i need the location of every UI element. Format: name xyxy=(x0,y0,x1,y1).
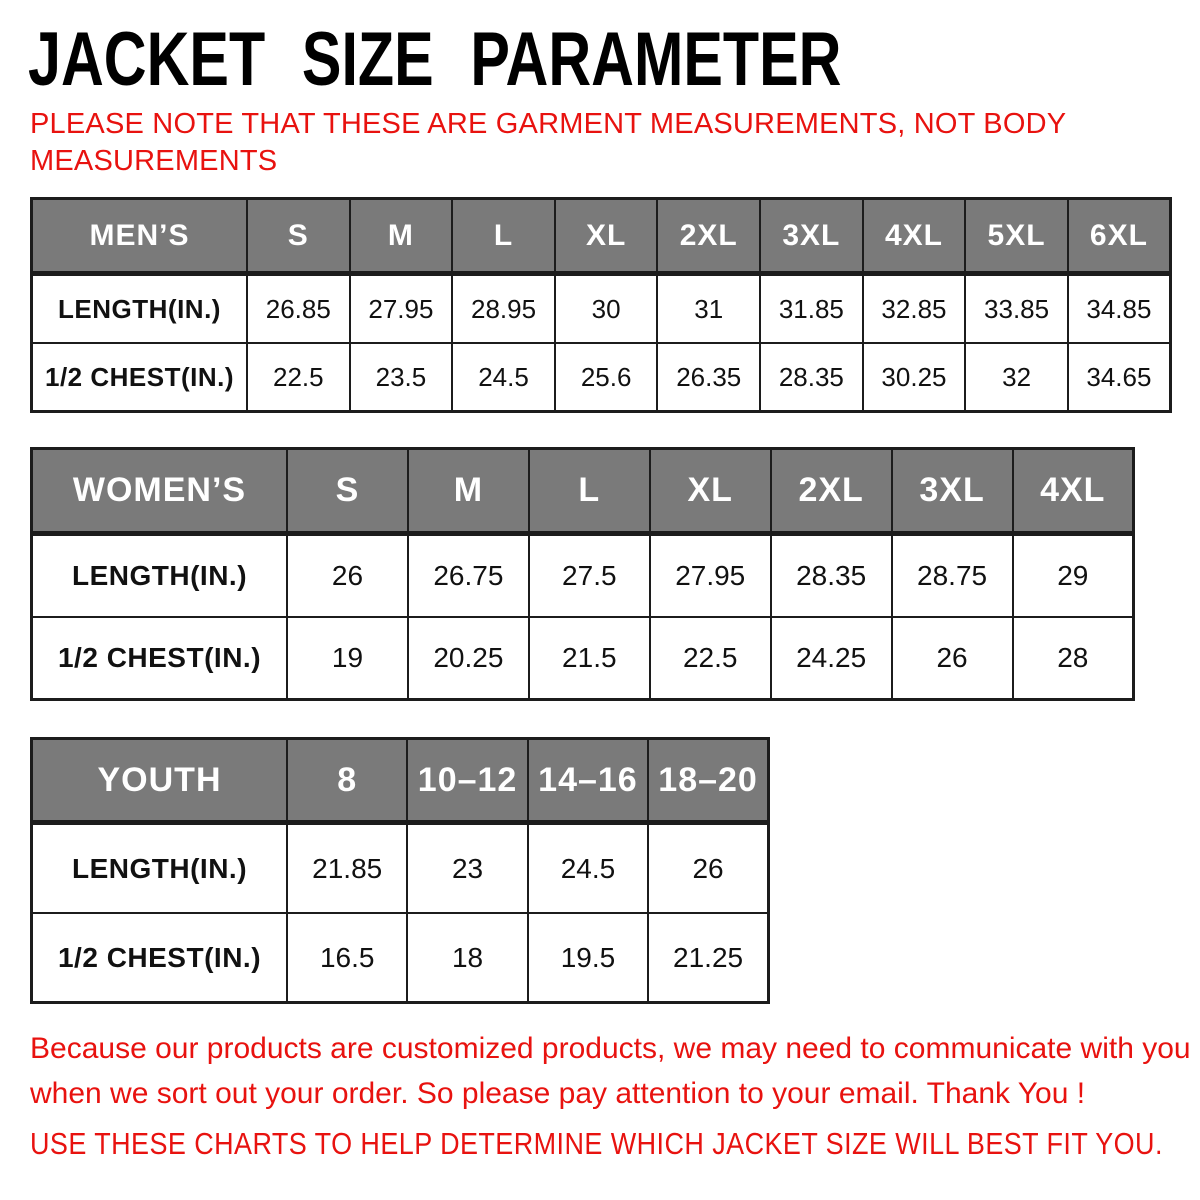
column-header: L xyxy=(529,449,650,534)
chart-usage-instruction: USE THESE CHARTS TO HELP DETERMINE WHICH JACKET SIZE WILL BEST FIT YOU. xyxy=(30,1126,1163,1161)
footer-line: Because our products are customized products, we may need to communicate with you xyxy=(30,1032,1191,1065)
table-cell: 20.25 xyxy=(408,617,529,700)
table-title-cell: WOMEN’S xyxy=(32,449,288,534)
column-header: S xyxy=(247,199,350,274)
table-cell: 21.85 xyxy=(287,823,407,914)
table-cell: 34.85 xyxy=(1068,274,1171,344)
table-row xyxy=(32,617,1134,700)
column-header: 3XL xyxy=(760,199,863,274)
table-cell: 31.85 xyxy=(760,274,863,344)
table-cell: 25.6 xyxy=(555,343,658,412)
table-cell: 28.95 xyxy=(452,274,555,344)
table-title-cell: YOUTH xyxy=(32,739,288,823)
column-header: 3XL xyxy=(892,449,1013,534)
column-header: XL xyxy=(650,449,771,534)
column-header: 6XL xyxy=(1068,199,1171,274)
table-cell: 24.25 xyxy=(771,617,892,700)
row-label: 1/2 CHEST(IN.) xyxy=(32,343,248,412)
table-row xyxy=(32,913,769,1003)
table-cell: 23.5 xyxy=(350,343,453,412)
table-cell: 22.5 xyxy=(650,617,771,700)
table-cell: 22.5 xyxy=(247,343,350,412)
footer-line: when we sort out your order. So please pay attention to your email. Thank You ! xyxy=(30,1077,1086,1110)
table-cell: 26 xyxy=(287,534,408,618)
table-cell: 21.5 xyxy=(529,617,650,700)
youth-size-table xyxy=(30,737,770,1004)
column-header: 4XL xyxy=(863,199,966,274)
table-cell: 26.35 xyxy=(657,343,760,412)
table-cell: 30 xyxy=(555,274,658,344)
table-cell: 21.25 xyxy=(648,913,768,1003)
table-row xyxy=(32,274,1171,344)
note-line: MEASUREMENTS xyxy=(30,145,278,177)
table-cell: 33.85 xyxy=(965,274,1068,344)
table-cell: 26 xyxy=(648,823,768,914)
table-cell: 28.35 xyxy=(760,343,863,412)
table-cell: 28.75 xyxy=(892,534,1013,618)
table-cell: 19.5 xyxy=(528,913,648,1003)
column-header: M xyxy=(350,199,453,274)
table-cell: 31 xyxy=(657,274,760,344)
table-cell: 30.25 xyxy=(863,343,966,412)
table-cell: 16.5 xyxy=(287,913,407,1003)
custom-order-note xyxy=(30,1026,1200,1116)
row-label: LENGTH(IN.) xyxy=(32,274,248,344)
column-header: S xyxy=(287,449,408,534)
table-cell: 28 xyxy=(1013,617,1134,700)
table-cell: 24.5 xyxy=(528,823,648,914)
row-label: 1/2 CHEST(IN.) xyxy=(32,617,288,700)
table-cell: 26 xyxy=(892,617,1013,700)
table-cell: 19 xyxy=(287,617,408,700)
column-header: 2XL xyxy=(657,199,760,274)
row-label: LENGTH(IN.) xyxy=(32,534,288,618)
column-header: 5XL xyxy=(965,199,1068,274)
table-cell: 27.5 xyxy=(529,534,650,618)
page-title: JACKET SIZE PARAMETER xyxy=(28,17,842,102)
table-title-cell: MEN’S xyxy=(32,199,248,274)
table-cell: 26.75 xyxy=(408,534,529,618)
mens-size-table xyxy=(30,197,1172,413)
womens-size-table xyxy=(30,447,1135,701)
column-header: 10–12 xyxy=(407,739,527,823)
note-line: PLEASE NOTE THAT THESE ARE GARMENT MEASUREMENTS, NOT BODY xyxy=(30,108,1067,140)
column-header: L xyxy=(452,199,555,274)
header-row xyxy=(32,449,1134,534)
table-row xyxy=(32,823,769,914)
column-header: 8 xyxy=(287,739,407,823)
table-cell: 26.85 xyxy=(247,274,350,344)
table-cell: 24.5 xyxy=(452,343,555,412)
column-header: XL xyxy=(555,199,658,274)
table-cell: 29 xyxy=(1013,534,1134,618)
table-cell: 28.35 xyxy=(771,534,892,618)
table-cell: 27.95 xyxy=(350,274,453,344)
column-header: 4XL xyxy=(1013,449,1134,534)
row-label: LENGTH(IN.) xyxy=(32,823,288,914)
column-header: 2XL xyxy=(771,449,892,534)
garment-measurement-note xyxy=(30,106,1066,180)
table-row xyxy=(32,534,1134,618)
column-header: M xyxy=(408,449,529,534)
header-row xyxy=(32,199,1171,274)
row-label: 1/2 CHEST(IN.) xyxy=(32,913,288,1003)
table-cell: 18 xyxy=(407,913,527,1003)
column-header: 18–20 xyxy=(648,739,768,823)
column-header: 14–16 xyxy=(528,739,648,823)
table-cell: 32 xyxy=(965,343,1068,412)
table-cell: 27.95 xyxy=(650,534,771,618)
header-row xyxy=(32,739,769,823)
table-row xyxy=(32,343,1171,412)
table-cell: 23 xyxy=(407,823,527,914)
table-cell: 32.85 xyxy=(863,274,966,344)
table-cell: 34.65 xyxy=(1068,343,1171,412)
